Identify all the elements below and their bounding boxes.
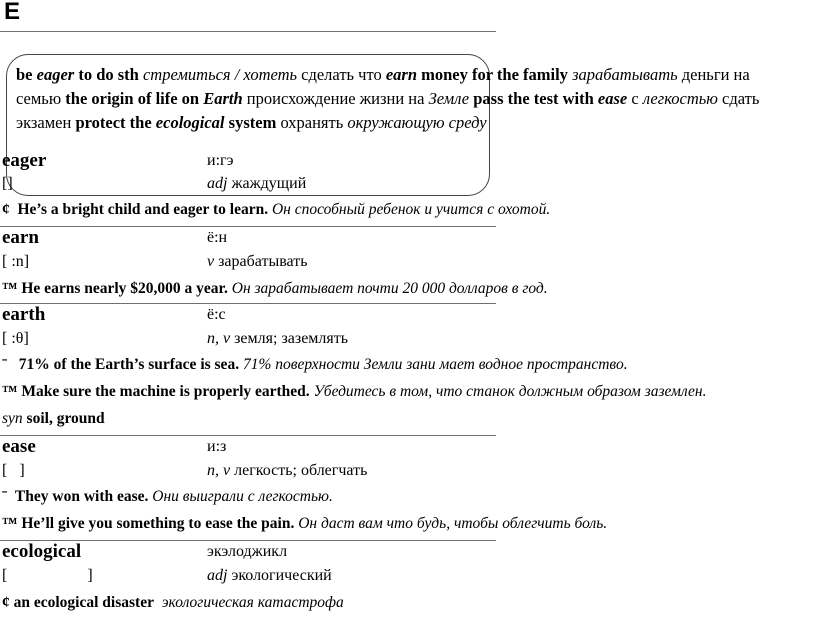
intro-segment: system (224, 113, 277, 132)
pron-earn: ё:н (207, 229, 228, 246)
intro-paragraph (16, 63, 792, 135)
intro-segment: легкостью (642, 89, 718, 108)
intro-segment: be (16, 65, 37, 84)
ipa-eager: [] (2, 175, 13, 192)
headword-earn: earn (2, 227, 39, 248)
synonyms-earth: syn soil, ground (2, 410, 105, 427)
example-earth-1: ˉ 71% of the Earth’s surface is sea. 71% поверхности Земли зани мает водное пространство. (2, 356, 628, 373)
intro-segment: деньги на семью (16, 65, 750, 108)
intro-segment: окружающую среду (347, 113, 487, 132)
intro-segment: стремиться / хотеть (142, 65, 298, 84)
def-earn: v зарабатывать (207, 253, 308, 270)
intro-segment: охранять (276, 113, 348, 132)
intro-segment: to do sth (74, 65, 143, 84)
example-earn-1: ™ He earns nearly $20,000 a year. Он зарабатывает почти 20 000 долларов в год. (2, 280, 548, 297)
entry-divider (0, 226, 496, 227)
intro-segment: pass the test with (469, 89, 598, 108)
pron-earth: ё:с (207, 306, 226, 323)
example-ease-1: ˉ They won with ease. Они выиграли с легкостью. (2, 488, 333, 505)
section-letter: E (4, 0, 21, 25)
intro-segment: ecological (155, 113, 225, 132)
headword-eager: eager (2, 150, 47, 171)
def-eager: adj жаждущий (207, 175, 307, 192)
intro-segment: the origin of life on (65, 89, 204, 108)
example-ease-2: ™ He’ll give you something to ease the pain. Он даст вам что будь, чтобы облегчить боль. (2, 515, 608, 532)
pron-ease: и:з (207, 438, 227, 455)
headword-ecological: ecological (2, 541, 82, 562)
header-rule (0, 31, 496, 32)
ipa-ecological: [ ] (2, 567, 93, 584)
intro-segment: Earth (203, 89, 243, 108)
intro-segment: происхождение жизни на (242, 89, 429, 108)
def-earth: n, v земля; заземлять (207, 330, 349, 347)
intro-segment: earn (385, 65, 418, 84)
intro-segment: сдать экзамен (16, 89, 760, 132)
def-ease: n, v легкость; облегчать (207, 462, 368, 479)
pron-eager: и:гэ (207, 152, 234, 169)
def-ecological: adj экологический (207, 567, 332, 584)
example-earth-2: ™ Make sure the machine is properly earthed. Убедитесь в том, что станок должным образом заземлен. (2, 383, 707, 400)
ipa-earn: [ :n] (2, 253, 30, 270)
intro-segment: eager (36, 65, 75, 84)
ipa-ease: [ ] (2, 462, 25, 479)
intro-segment: зарабатывать (572, 65, 678, 84)
ipa-earth: [ :θ] (2, 330, 29, 347)
example-eager-1: ¢ He’s a bright child and eager to learn. Он способный ребенок и учится с охотой. (2, 201, 551, 218)
entry-divider (0, 303, 496, 304)
intro-segment: money for the family (417, 65, 573, 84)
intro-segment: ease (597, 89, 628, 108)
entry-divider (0, 435, 496, 436)
headword-ease: ease (2, 436, 36, 457)
intro-segment: с (627, 89, 643, 108)
intro-segment: protect the (75, 113, 156, 132)
headword-earth: earth (2, 304, 46, 325)
intro-segment: Земле (428, 89, 470, 108)
example-ecological-1: ¢ an ecological disaster экологическая катастрофа (2, 594, 344, 611)
pron-ecological: экэлоджикл (207, 543, 288, 560)
intro-segment: сделать что (297, 65, 386, 84)
